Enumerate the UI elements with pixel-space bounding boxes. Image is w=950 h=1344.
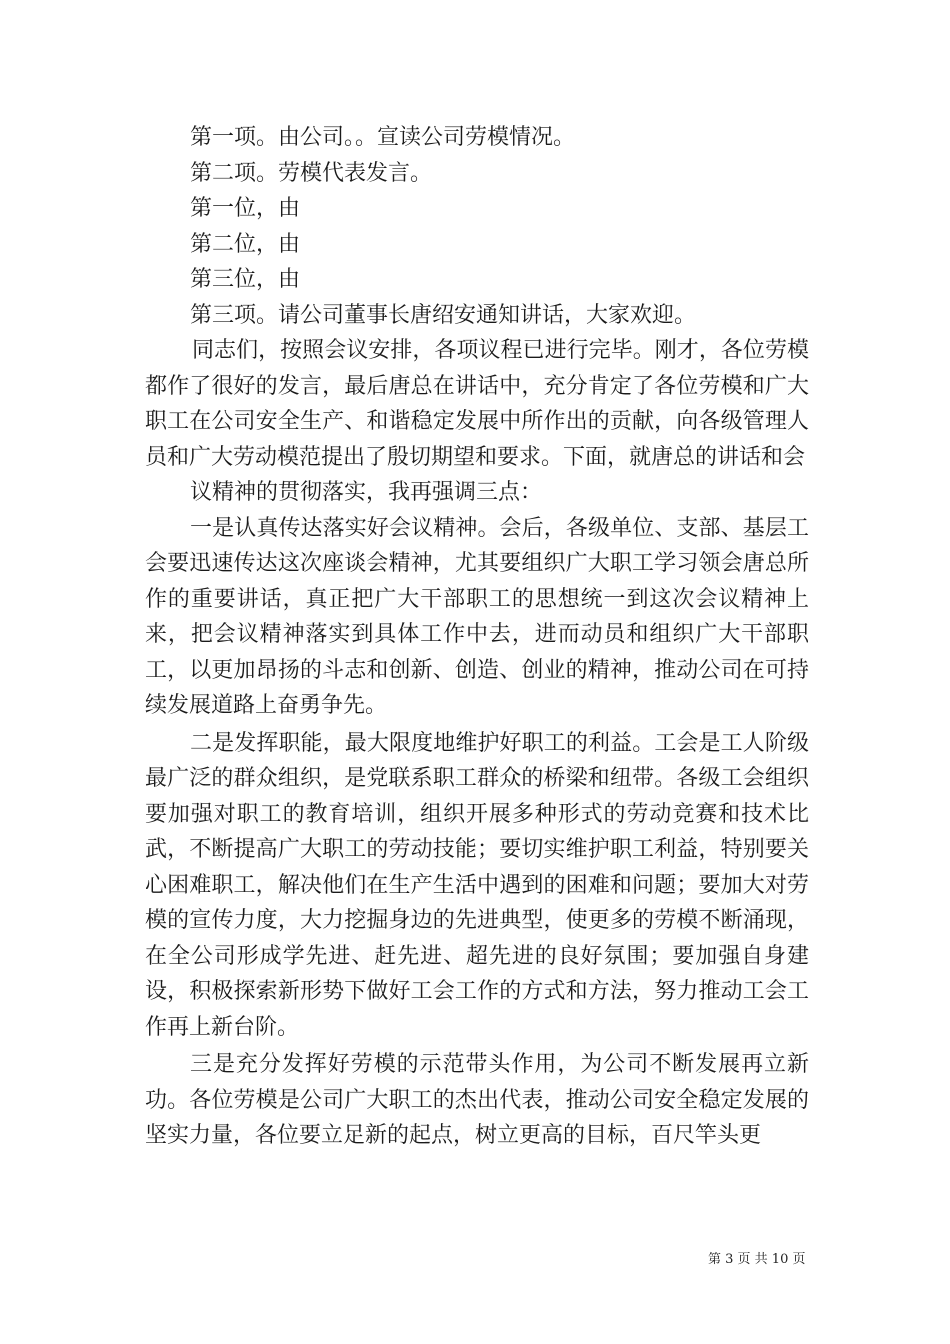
agenda-item-3: 第一位，由 [190, 196, 301, 221]
paragraph-point-two: 二是发挥职能，最大限度地维护好职工的利益。工会是工人阶级最广泛的群众组织，是党联系职工群众的桥梁和纽带。各级工会组织要加强对职工的教育培训，组织开展多种形式的劳动竞赛和技术比武，不断提高广大职工的劳动技能；要切实维护职工利益，特别要关心困难职工，解决他们在生产生活中遇到的困难和问题；要加大对劳模的宣传力度，大力挖掘身边的先进典型，使更多的劳模不断涌现，在全公司形成学先进、赶先进、超先进的良好氛围；要加强自身建设，积极探索新形势下做好工会工作的方式和方法，努力推动工会工作再上新台阶。 [145, 730, 809, 1040]
agenda-item-6: 第三项。请公司董事长唐绍安通知讲话，大家欢迎。 [190, 302, 697, 328]
page-number: 第 3 页 共 10 页 [708, 1252, 806, 1267]
paragraph-three-points-intro: 议精神的贯彻落实，我再强调三点： [190, 480, 543, 505]
agenda-item-1: 第一项。由公司。。宣读公司劳模情况。 [190, 125, 576, 150]
agenda-item-5: 第三位，由 [190, 267, 301, 292]
document-body [145, 120, 809, 1154]
paragraph-closing-remarks: 同志们，按照会议安排，各项议程已进行完毕。刚才，各位劳模都作了很好的发言，最后唐总在讲话中，充分肯定了各位劳模和广大职工在公司安全生产、和谐稳定发展中所作出的贡献，向各级管理人员和广大劳动模范提出了殷切期望和要求。下面，就唐总的讲话和会 [145, 338, 809, 470]
agenda-item-4: 第二位，由 [190, 231, 301, 257]
agenda-item-2: 第二项。劳模代表发言。 [190, 160, 433, 186]
paragraph-point-three: 三是充分发挥好劳模的示范带头作用，为公司不断发展再立新功。各位劳模是公司广大职工的杰出代表，推动公司安全稳定发展的坚实力量，各位要立足新的起点，树立更高的目标，百尺竿头更 [145, 1052, 809, 1148]
paragraph-point-one: 一是认真传达落实好会议精神。会后，各级单位、支部、基层工会要迅速传达这次座谈会精神，尤其要组织广大职工学习领会唐总所作的重要讲话，真正把广大干部职工的思想统一到这次会议精神上来，把会议精神落实到具体工作中去，进而动员和组织广大干部职工，以更加昂扬的斗志和创新、创造、创业的精神，推动公司在可持续发展道路上奋勇争先。 [145, 515, 809, 718]
